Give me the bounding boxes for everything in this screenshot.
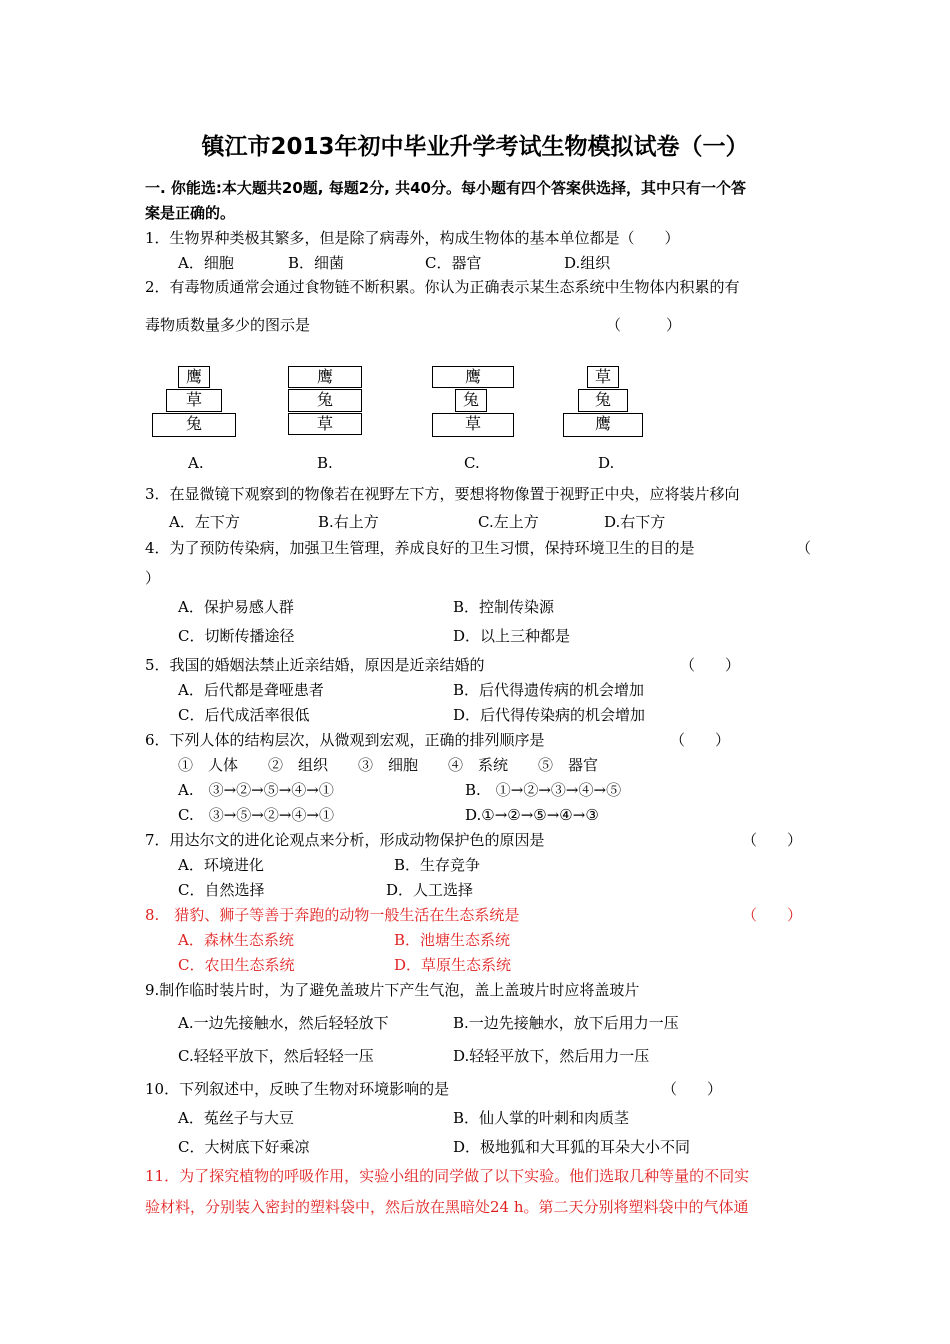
q8-option-a: A．森林生态系统 [178, 931, 294, 949]
q7-option-b: B．生存竞争 [394, 856, 481, 874]
pyramid-c-tier-middle: 兔 [455, 389, 487, 412]
q3-stem: 3．在显微镜下观察到的物像若在视野左下方，要想将物像置于视野正中央，应将装片移向 [145, 485, 740, 503]
q10-option-b: B．仙人掌的叶刺和肉质茎 [453, 1109, 630, 1127]
q10-option-d: D．极地狐和大耳狐的耳朵大小不同 [453, 1138, 691, 1156]
pyramid-a-tier-bottom: 兔 [152, 413, 236, 437]
q7-option-a: A．环境进化 [178, 856, 264, 874]
q6-option-d: D.①→②→⑤→④→③ [465, 806, 599, 824]
q5-option-b: B．后代得遗传病的机会增加 [453, 681, 645, 699]
q4-option-d: D．以上三种都是 [453, 627, 571, 645]
q5-stem: 5．我国的婚姻法禁止近亲结婚，原因是近亲结婚的 [145, 656, 485, 674]
pyramid-d-tier-bottom: 鹰 [563, 413, 643, 437]
q6-option-c: C. ③→⑤→②→④→① [178, 806, 334, 824]
section-instruction-line2: 案是正确的。 [145, 204, 236, 222]
q7-stem: 7．用达尔文的进化论观点来分析，形成动物保护色的原因是 [145, 831, 545, 849]
q4-paren-close: ） [145, 569, 161, 587]
q6-option-a: A. ③→②→⑤→④→① [178, 781, 334, 799]
q5-option-d: D．后代得传染病的机会增加 [453, 706, 646, 724]
q1-option-a: A．细胞 [178, 254, 234, 272]
q11-stem-line1: 11．为了探究植物的呼吸作用，实验小组的同学做了以下实验。他们选取几种等量的不同实 [145, 1167, 750, 1185]
q5-answer-paren: （ ） [680, 656, 741, 674]
q9-option-a: A.一边先接触水，然后轻轻放下 [178, 1014, 389, 1032]
q8-option-d: D．草原生态系统 [394, 956, 512, 974]
q10-answer-paren: （ ） [662, 1080, 723, 1098]
q10-option-c: C．大树底下好乘凉 [178, 1138, 310, 1156]
pyramid-c-tier-bottom: 草 [432, 413, 514, 437]
q9-stem: 9.制作临时装片时，为了避免盖玻片下产生气泡，盖上盖玻片时应将盖玻片 [145, 981, 640, 999]
pyramid-a-tier-middle: 草 [166, 389, 222, 412]
pyramid-d-label: D. [598, 454, 615, 472]
q10-option-a: A．菟丝子与大豆 [178, 1109, 294, 1127]
q3-option-d: D.右下方 [604, 513, 666, 531]
section-instruction-line1: 一. 你能选:本大题共20题, 每题2分, 共40分。每小题有四个答案供选择，其中只有一个答 [145, 179, 746, 197]
q2-stem-line2: 毒物质数量多少的图示是 [145, 316, 311, 334]
q6-answer-paren: （ ） [670, 731, 731, 749]
q7-option-c: C．自然选择 [178, 881, 265, 899]
q9-option-b: B.一边先接触水，放下后用力一压 [453, 1014, 679, 1032]
q4-paren-open: （ [796, 539, 812, 557]
pyramid-d-tier-middle: 兔 [578, 389, 628, 412]
pyramid-a-tier-top: 鹰 [178, 366, 210, 388]
pyramid-b-label: B. [317, 454, 333, 472]
q9-option-d: D.轻轻平放下，然后用力一压 [453, 1047, 650, 1065]
q11-stem-line2: 验材料，分别装入密封的塑料袋中，然后放在黑暗处24 h。第二天分别将塑料袋中的气体通 [145, 1198, 749, 1216]
q6-option-b: B. ①→②→③→④→⑤ [465, 781, 622, 799]
q8-answer-paren: （ ） [742, 906, 803, 924]
q4-option-a: A．保护易感人群 [178, 598, 294, 616]
q1-option-c: C．器官 [425, 254, 482, 272]
q5-option-c: C．后代成活率很低 [178, 706, 310, 724]
q3-option-b: B.右上方 [318, 513, 379, 531]
exam-title: 镇江市2013年初中毕业升学考试生物模拟试卷（一） [201, 134, 749, 160]
q1-option-b: B．细菌 [288, 254, 345, 272]
q4-option-b: B．控制传染源 [453, 598, 555, 616]
q1-option-d: D.组织 [564, 254, 611, 272]
pyramid-c-label: C. [464, 454, 480, 472]
q6-items: ① 人体 ② 组织 ③ 细胞 ④ 系统 ⑤ 器官 [178, 756, 599, 774]
pyramid-b-tier-top: 鹰 [288, 366, 362, 388]
pyramid-a-label: A. [188, 454, 204, 472]
q10-stem: 10．下列叙述中，反映了生物对环境影响的是 [145, 1080, 450, 1098]
q4-stem: 4．为了预防传染病，加强卫生管理，养成良好的卫生习惯，保持环境卫生的目的是 [145, 539, 695, 557]
q8-stem: 8. 猎豹、狮子等善于奔跑的动物一般生活在生态系统是 [145, 906, 520, 924]
pyramid-b-tier-bottom: 草 [288, 413, 362, 435]
q3-option-a: A．左下方 [169, 513, 240, 531]
pyramid-d-tier-top: 草 [587, 366, 619, 388]
q9-option-c: C.轻轻平放下，然后轻轻一压 [178, 1047, 374, 1065]
q2-stem-line1: 2．有毒物质通常会通过食物链不断积累。你认为正确表示某生态系统中生物体内积累的有 [145, 278, 740, 296]
q5-option-a: A．后代都是聋哑患者 [178, 681, 324, 699]
q8-option-c: C．农田生态系统 [178, 956, 295, 974]
q6-stem: 6．下列人体的结构层次，从微观到宏观，正确的排列顺序是 [145, 731, 545, 749]
q2-answer-paren: （ ） [606, 316, 682, 334]
pyramid-b-tier-middle: 兔 [288, 389, 362, 412]
q4-option-c: C．切断传播途径 [178, 627, 295, 645]
q8-option-b: B．池塘生态系统 [394, 931, 511, 949]
q3-option-c: C.左上方 [478, 513, 539, 531]
q1-stem: 1．生物界种类极其繁多，但是除了病毒外，构成生物体的基本单位都是（ ） [145, 229, 680, 247]
pyramid-c-tier-top: 鹰 [432, 366, 514, 388]
q7-option-d: D．人工选择 [386, 881, 474, 899]
q7-answer-paren: （ ） [742, 831, 803, 849]
